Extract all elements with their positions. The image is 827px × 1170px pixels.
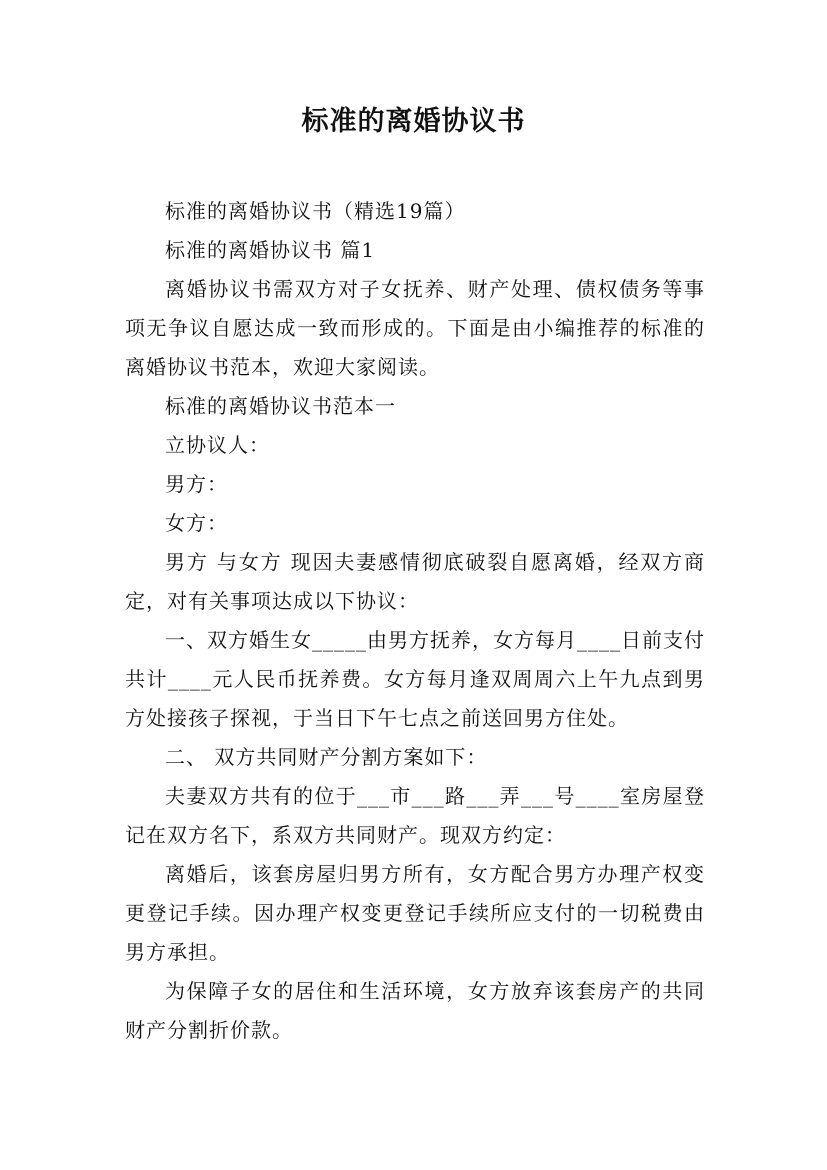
paragraph-sample-heading: 标准的离婚协议书范本一 bbox=[165, 394, 396, 418]
paragraph-husband: 男方： bbox=[165, 472, 228, 496]
paragraph-section-heading: 标准的离婚协议书 篇1 bbox=[165, 238, 376, 262]
paragraph-property-ownership: 离婚后，该套房屋归男方所有，女方配合男方办理产权变更登记手续。因办理产权变更登记手续所应支付的一切税费由男方承担。 bbox=[125, 862, 705, 964]
paragraph-agreement-preamble: 男方 与女方 现因夫妻感情彻底破裂自愿离婚，经双方商定，对有关事项达成以下协议： bbox=[125, 550, 705, 613]
document-title: 标准的离婚协议书 bbox=[301, 106, 526, 137]
paragraph-wife: 女方： bbox=[165, 511, 228, 535]
paragraph-parties: 立协议人： bbox=[165, 433, 270, 457]
paragraph-clause-property-heading: 二、 双方共同财产分割方案如下： bbox=[165, 745, 488, 769]
paragraph-property-waiver: 为保障子女的居住和生活环境，女方放弃该套房产的共同财产分割折价款。 bbox=[125, 979, 705, 1042]
paragraph-property-description: 夫妻双方共有的位于___市___路___弄___号____室房屋登记在双方名下，系双方共同财产。现双方约定： bbox=[125, 784, 705, 847]
paragraph-clause-child-custody: 一、双方婚生女_____由男方抚养，女方每月____日前支付共计____元人民币抚养费。女方每月逢双周周六上午九点到男方处接孩子探视，于当日下午七点之前送回男方住处。 bbox=[125, 628, 705, 730]
paragraph-intro: 离婚协议书需双方对子女抚养、财产处理、债权债务等事项无争议自愿达成一致而形成的。下面是由小编推荐的标准的离婚协议书范本，欢迎大家阅读。 bbox=[125, 277, 705, 379]
document-body bbox=[125, 192, 705, 1050]
paragraph-subtitle: 标准的离婚协议书（精选19篇） bbox=[165, 199, 466, 223]
